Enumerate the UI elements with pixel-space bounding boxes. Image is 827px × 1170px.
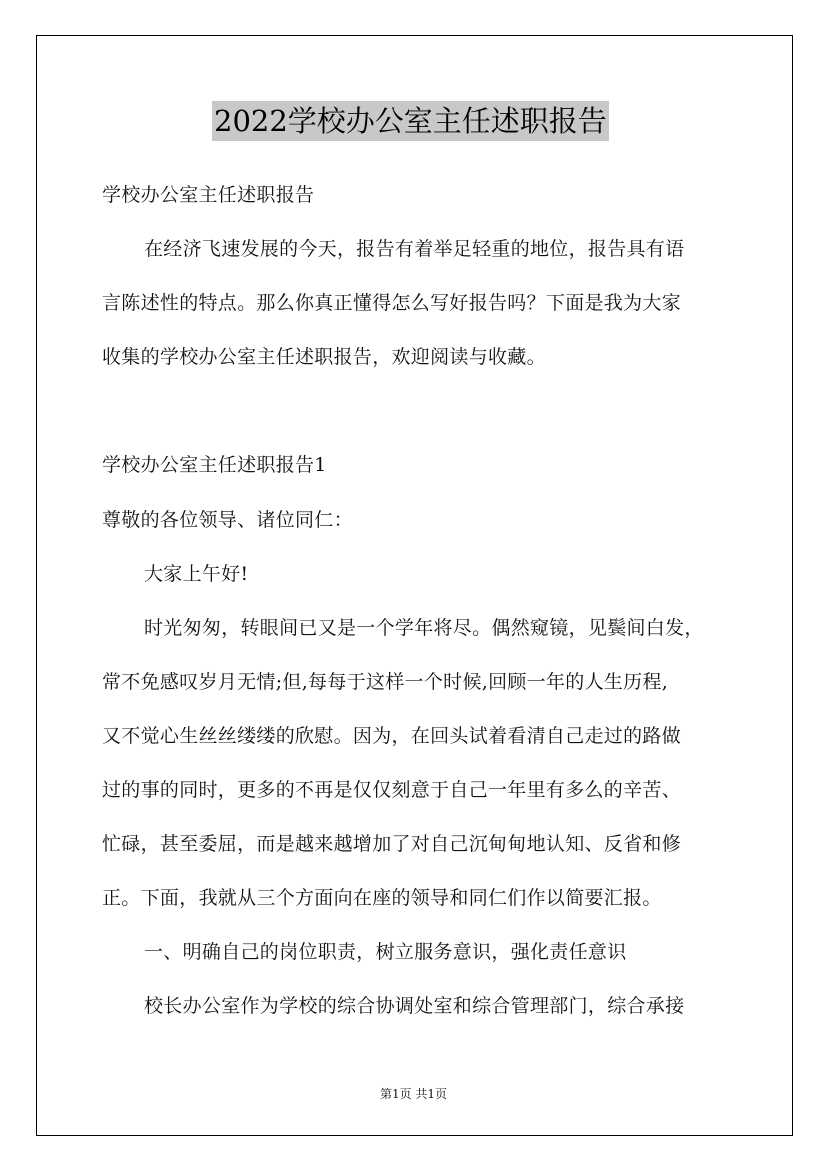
intro-line-3: 收集的学校办公室主任述职报告，欢迎阅读与收藏。: [102, 346, 546, 368]
body-last-line: 校长办公室作为学校的综合协调处室和综合管理部门，综合承接: [144, 995, 685, 1017]
body-line-2: 常不免感叹岁月无情;但,每每于这样一个时候,回顾一年的人生历程,: [102, 671, 669, 693]
body-line-4: 过的事的同时，更多的不再是仅仅刻意于自己一年里有多么的辛苦、: [102, 779, 682, 801]
document-subtitle: 学校办公室主任述职报告: [102, 184, 315, 206]
salutation: 尊敬的各位领导、诸位同仁：: [102, 509, 353, 531]
body-line-5: 忙碌，甚至委屈，而是越来越增加了对自己沉甸甸地认知、反省和修: [102, 833, 682, 855]
intro-line-2: 言陈述性的特点。那么你真正懂得怎么写好报告吗？下面是我为大家: [102, 292, 682, 314]
greeting: 大家上午好!: [144, 563, 249, 585]
body-line-1: 时光匆匆，转眼间已又是一个学年将尽。偶然窥镜，见鬓间白发，: [144, 617, 704, 639]
document-title: 2022学校办公室主任述职报告: [212, 101, 609, 141]
body-line-6: 正。下面，我就从三个方面向在座的领导和同仁们作以简要汇报。: [102, 887, 662, 909]
intro-line-1: 在经济飞速发展的今天，报告有着举足轻重的地位，报告具有语: [144, 238, 685, 260]
section-heading: 学校办公室主任述职报告1: [102, 454, 327, 476]
body-line-3: 又不觉心生丝丝缕缕的欣慰。因为，在回头试着看清自己走过的路做: [102, 725, 682, 747]
page-number: 第1页 共1页: [379, 1087, 448, 1101]
point-one-heading: 一、明确自己的岗位职责，树立服务意识，强化责任意识: [144, 941, 627, 963]
